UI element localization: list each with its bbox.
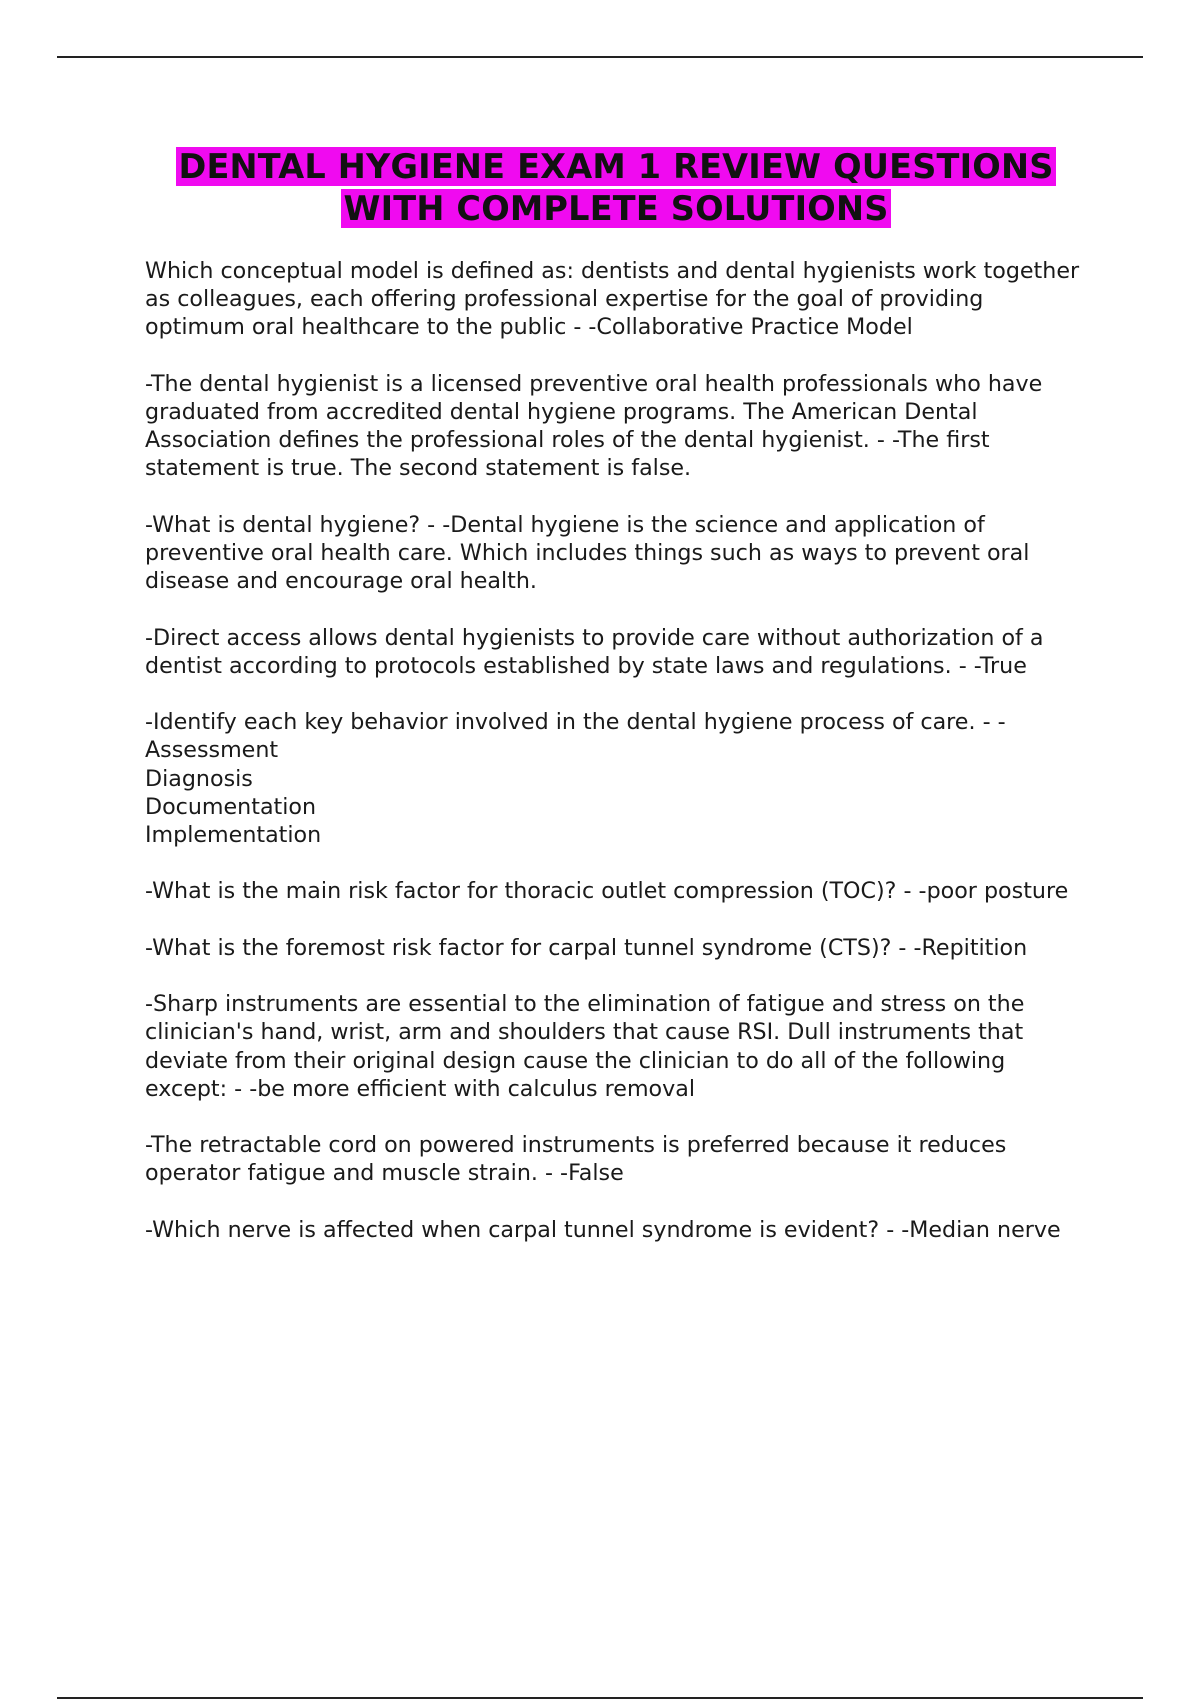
qa-item-1: Which conceptual model is defined as: dentists and dental hygienists work together as colleagues, each offering professional expertise for the goal of providing optimum oral healthcare to the public - -Collaborative Practice Model	[145, 258, 1080, 341]
qa-item-8: -Sharp instruments are essential to the elimination of fatigue and stress on the clinician's hand, wrist, arm and shoulders that cause RSI. Dull instruments that deviate from their original design cause the clinician to do all of the following except: - -be more efficient with calculus removal	[145, 991, 1025, 1102]
page-title	[145, 146, 1087, 230]
qa-item-3: -What is dental hygiene? - -Dental hygiene is the science and application of preventive oral health care. Which includes things such as ways to prevent oral disease and encourage oral health.	[145, 511, 1030, 595]
qa-list	[145, 257, 1090, 1272]
title-line-1: DENTAL HYGIENE EXAM 1 REVIEW QUESTIONS	[178, 147, 1054, 186]
title-line-2: WITH COMPLETE SOLUTIONS	[343, 189, 889, 228]
bottom-rule	[57, 1697, 1143, 1699]
qa-item-4: -Direct access allows dental hygienists to provide care without authorization of a dentist according to protocols established by state laws and regulations. - -True	[145, 624, 1044, 679]
qa-item-10: -Which nerve is affected when carpal tunnel syndrome is evident? - -Median nerve	[145, 1216, 1061, 1243]
qa-item-6: -What is the main risk factor for thoracic outlet compression (TOC)? - -poor posture	[145, 878, 1069, 905]
qa-item-9: -The retractable cord on powered instruments is preferred because it reduces operator fatigue and muscle strain. - -False	[145, 1132, 1007, 1187]
qa-item-7: -What is the foremost risk factor for carpal tunnel syndrome (CTS)? - -Repitition	[145, 934, 1028, 961]
top-rule	[57, 56, 1143, 58]
qa-item-2: -The dental hygienist is a licensed preventive oral health professionals who have graduated from accredited dental hygiene programs. The American Dental Association defines the professional roles of the dental hygienist. - -The first statement is true. The second statement is false.	[145, 370, 1043, 482]
qa-item-5: -Identify each key behavior involved in the dental hygiene process of care. - -Assessment Diagnosis Documentation Implementation	[145, 709, 1006, 848]
